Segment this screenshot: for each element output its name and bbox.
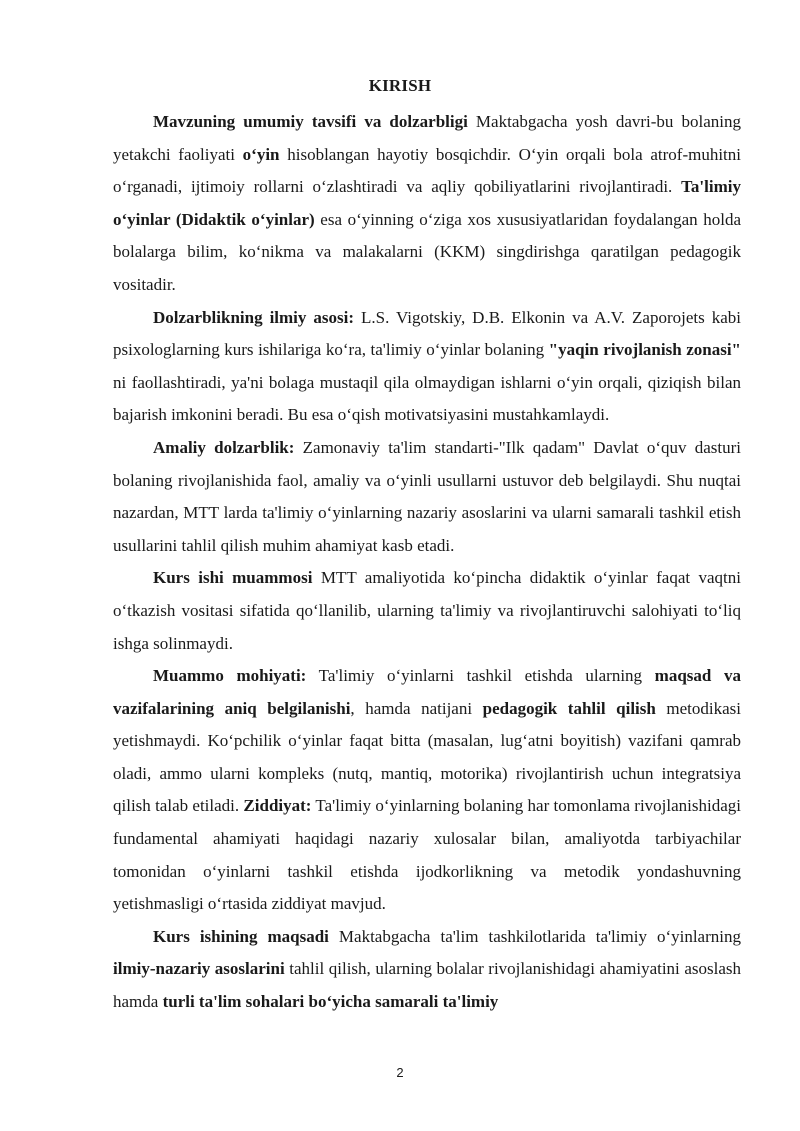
bold-text-run: Kurs ishi muammosi xyxy=(153,568,313,588)
text-run: Maktabgacha yosh davri-bu bolaning yetakchi faoliyati xyxy=(113,112,741,164)
text-run: tahlil qilish, ularning bolalar rivojlanishidagi ahamiyatini asoslash hamda xyxy=(113,959,741,1012)
text-run: L.S. Vigotskiy, D.B. Elkonin va A.V. Zaporojets kabi psixologlarning kurs ishilariga ko‘ra, ta'limiy o‘yinlar bolaning xyxy=(113,307,741,360)
paragraph xyxy=(113,432,741,562)
text-run: hisoblangan hayotiy bosqichdir. O‘yin orqali bola atrof-muhitni o‘rganadi, ijtimoiy rollarni o‘zlashtiradi va aqliy qobiliyatlarini rivojlantiradi. xyxy=(113,144,741,197)
text-run: ni faollashtiradi, ya'ni bolaga mustaqil qila olmaydigan ishlarni o‘yin orqali, qiziqish bilan bajarish imkonini beradi. Bu esa o‘qish motivatsiyasini mustahkamlaydi. xyxy=(113,372,741,425)
text-run: , hamda natijani xyxy=(350,698,483,718)
paragraph xyxy=(113,921,741,1019)
text-run: metodikasi yetishmaydi. Ko‘pchilik o‘yinlar faqat bitta (masalan, lug‘atni boyitish) vazifani qamrab oladi, ammo ularni kompleks (nutq, mantiq, motorika) rivojlantirish uchun integratsiya qilish talab etiladi. xyxy=(113,698,741,816)
paragraph xyxy=(113,302,741,432)
bold-text-run: o‘yin xyxy=(242,144,280,164)
page-title: KIRISH xyxy=(368,76,432,95)
page-number: 2 xyxy=(396,1065,404,1080)
text-run: Zamonaviy ta'lim standarti-"Ilk qadam" Davlat o‘quv dasturi bolaning rivojlanishida faol, amaliy va o‘yinli usullarni ustuvor deb belgilaydi. Shu nuqtai nazardan, MTT larda ta'limiy o‘yinlarning nazariy asoslarini va ularni samarali tashkil etish usullarini tahlil qilish muhim ahamiyat kasb etadi. xyxy=(113,437,741,555)
bold-text-run: "yaqin rivojlanish zonasi" xyxy=(548,340,741,360)
text-run: esa o‘yinning o‘ziga xos xususiyatlaridan foydalangan holda bolalarga bilim, ko‘nikma va malakalarni (KKM) singdirishga qaratilgan pedagogik vositadir. xyxy=(113,209,741,294)
bold-text-run: Kurs ishining maqsadi xyxy=(153,926,329,946)
bold-text-run: pedagogik tahlil qilish xyxy=(482,698,656,718)
bold-text-run: Mavzuning umumiy tavsifi va dolzarbligi xyxy=(153,112,468,131)
paragraph xyxy=(113,660,741,921)
text-run: MTT amaliyotida ko‘pincha didaktik o‘yinlar faqat vaqtni o‘tkazish vositasi sifatida qo‘llanilib, ularning ta'limiy va rivojlantiruvchi salohiyati to‘liq ishga solinmaydi. xyxy=(113,568,741,653)
text-run: Ta'limiy o‘yinlarning bolaning har tomonlama rivojlanishidagi fundamental ahamiyati haqidagi nazariy xulosalar bilan, amaliyotda tarbiyachilar tomonidan o‘yinlarni tashkil etishda ijodkorlikning va metodik yondashuvning yetishmasligi o‘rtasida ziddiyat mavjud. xyxy=(113,796,741,914)
bold-text-run: Ta'limiy o‘yinlar (Didaktik o‘yinlar) xyxy=(113,177,741,229)
bold-text-run: maqsad va vazifalarining aniq belgilanishi xyxy=(113,666,741,718)
bold-text-run: Muammo mohiyati: xyxy=(153,666,307,686)
bold-text-run: ilmiy-nazariy asoslarini xyxy=(113,959,285,979)
paragraph xyxy=(113,106,741,302)
text-run: Ta'limiy o‘yinlarni tashkil etishda ularning xyxy=(306,666,655,686)
bold-text-run: Ziddiyat: xyxy=(243,796,312,816)
text-run: Maktabgacha ta'lim tashkilotlarida ta'limiy o‘yinlarning xyxy=(328,926,741,946)
paragraph xyxy=(113,562,741,660)
bold-text-run: Dolzarblikning ilmiy asosi: xyxy=(153,307,354,327)
bold-text-run: turli ta'lim sohalari bo‘yicha samarali ta'limiy xyxy=(162,992,499,1012)
document-body xyxy=(113,106,741,1019)
bold-text-run: Amaliy dolzarblik: xyxy=(153,437,295,457)
